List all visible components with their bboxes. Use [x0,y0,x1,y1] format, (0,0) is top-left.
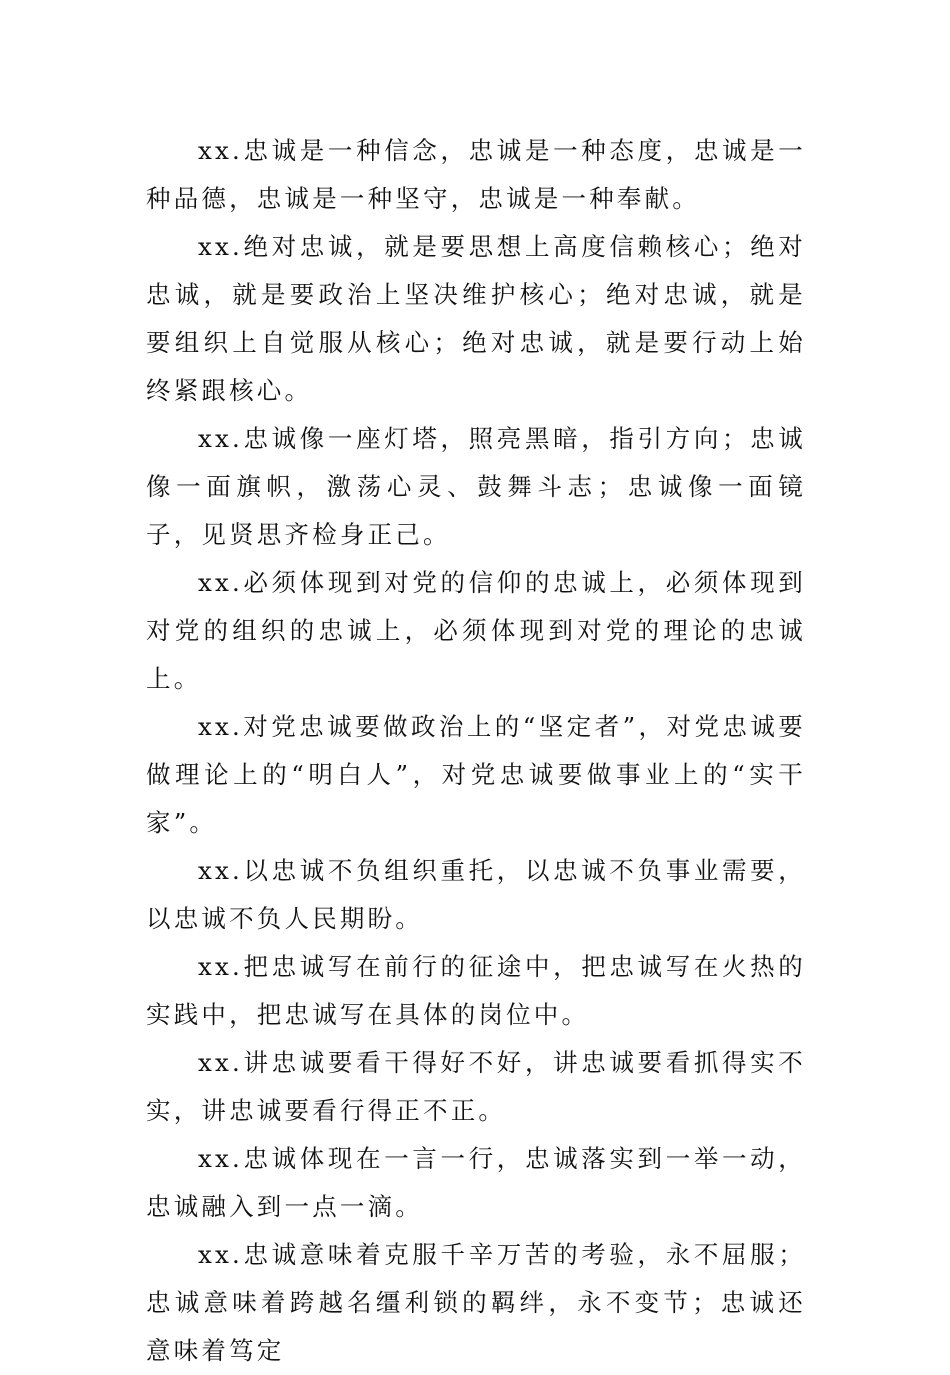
paragraph-5: xx.对党忠诚要做政治上的“坚定者”，对党忠诚要做理论上的“明白人”，对党忠诚要做事业上的“实干家”。 [146,712,806,837]
paragraph-1: xx.忠诚是一种信念，忠诚是一种态度，忠诚是一种品德，忠诚是一种坚守，忠诚是一种奉献。 [146,136,806,213]
paragraph-7: xx.把忠诚写在前行的征途中，把忠诚写在火热的实践中，把忠诚写在具体的岗位中。 [146,952,806,1029]
paragraph-6: xx.以忠诚不负组织重托，以忠诚不负事业需要，以忠诚不负人民期盼。 [146,856,806,933]
paragraph-3: xx.忠诚像一座灯塔，照亮黑暗，指引方向；忠诚像一面旗帜，激荡心灵、鼓舞斗志；忠诚像一面镜子，见贤思齐检身正己。 [146,424,806,549]
paragraph-9: xx.忠诚体现在一言一行，忠诚落实到一举一动，忠诚融入到一点一滴。 [146,1144,806,1221]
paragraph-4: xx.必须体现到对党的信仰的忠诚上，必须体现到对党的组织的忠诚上，必须体现到对党的理论的忠诚上。 [146,568,806,693]
paragraph-2: xx.绝对忠诚，就是要思想上高度信赖核心；绝对忠诚，就是要政治上坚决维护核心；绝对忠诚，就是要组织上自觉服从核心；绝对忠诚，就是要行动上始终紧跟核心。 [146,232,806,405]
paragraph-10: xx.忠诚意味着克服千辛万苦的考验，永不屈服；忠诚意味着跨越名缰利锁的羁绊，永不变节；忠诚还意味着笃定 [146,1240,806,1365]
paragraph-8: xx.讲忠诚要看干得好不好，讲忠诚要看抓得实不实，讲忠诚要看行得正不正。 [146,1048,806,1125]
document-body [146,127,806,1375]
